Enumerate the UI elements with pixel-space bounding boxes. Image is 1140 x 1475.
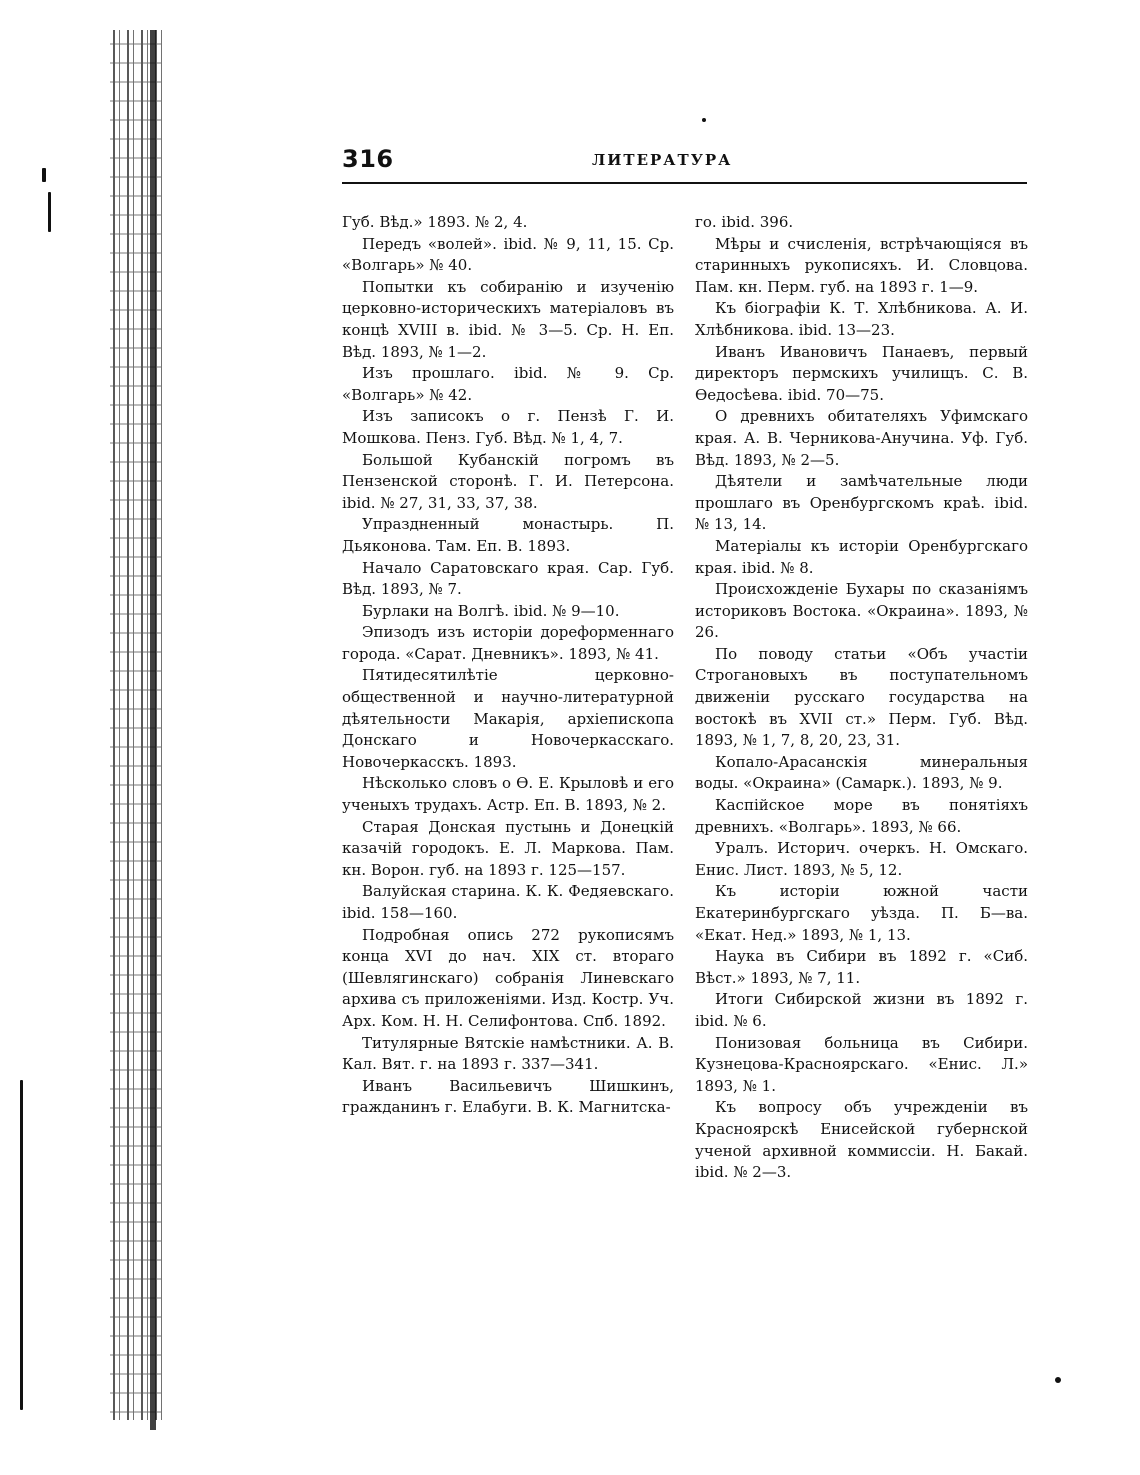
bibliography-entry: Дѣятели и замѣчательные люди прошлаго въ Оренбургскомъ краѣ. ibid. № 13, 14.	[695, 472, 1028, 534]
bibliography-entry: Наука въ Сибири въ 1892 г. «Сиб. Вѣст.» 1893, № 7, 11.	[695, 947, 1028, 987]
bibliography-entry: Упраздненный монастырь. П. Дьяконова. Там. Еп. В. 1893.	[342, 515, 674, 555]
bibliography-entry: Итоги Сибирской жизни въ 1892 г. ibid. № 6.	[695, 990, 1028, 1030]
right-column	[695, 212, 1028, 1184]
bibliography-entry: О древнихъ обитателяхъ Уфимскаго края. А. В. Черникова-Анучина. Уф. Губ. Вѣд. 1893, № 2—5.	[695, 407, 1028, 469]
left-column	[342, 212, 674, 1119]
bibliography-entry: Мѣры и счисленія, встрѣчающіяся въ старинныхъ рукописяхъ. И. Словцова. Пам. кн. Перм. губ. на 1893 г. 1—9.	[695, 234, 1028, 296]
bibliography-entry: Иванъ Васильевичъ Шишкинъ, гражданинъ г. Елабуги. В. К. Магнитска-	[342, 1076, 674, 1117]
bibliography-entry: Попытки къ собиранію и изученію церковно-историческихъ матеріаловъ въ концѣ XVIII в. ibid. № 3—5. Ср. Н. Еп. Вѣд. 1893, № 1—2.	[342, 277, 674, 361]
bibliography-entry: Изъ прошлаго. ibid. № 9. Ср. «Волгарь» № 42.	[342, 364, 674, 404]
bibliography-entry: Къ біографіи К. Т. Хлѣбникова. А. И. Хлѣбникова. ibid. 13—23.	[695, 299, 1028, 339]
bibliography-entry: Подробная опись 272 рукописямъ конца XVI до нач. XIX ст. втораго (Шевлягинскаго) собранія Линевскаго архива съ приложеніями. Изд. Костр. Уч. Арх. Ком. Н. Н. Селифонтова. Спб. 1892.	[342, 925, 674, 1030]
bibliography-entry: го. ibid. 396.	[695, 213, 794, 231]
bibliography-entry: Эпизодъ изъ исторіи дореформеннаго города. «Сарат. Дневникъ». 1893, № 41.	[342, 623, 674, 663]
bibliography-entry: Къ вопросу объ учрежденіи въ Красноярскѣ Енисейской губернской ученой архивной коммиссіи. Н. Бакай. ibid. № 2—3.	[695, 1098, 1028, 1182]
bibliography-entry: Пятидесятилѣтіе церковно-общественной и научно-литературной дѣятельности Макарія, архіепископа Донскаго и Новочеркасскаго. Новочеркасскъ. 1893.	[342, 666, 674, 771]
bibliography-entry: Валуйская старина. К. К. Федяевскаго. ibid. 158—160.	[342, 882, 674, 922]
page-header	[342, 145, 1027, 179]
bibliography-entry: Каспійское море въ понятіяхъ древнихъ. «Волгарь». 1893, № 66.	[695, 796, 1028, 836]
bibliography-entry: Копало-Арасанскія минеральныя воды. «Окраина» (Самарк.). 1893, № 9.	[695, 752, 1028, 793]
bibliography-entry: Иванъ Ивановичъ Панаевъ, первый директоръ пермскихъ училищъ. С. В. Ѳедосѣева. ibid. 70—75.	[695, 342, 1028, 404]
bibliography-entry: Происхожденіе Бухары по сказаніямъ историковъ Востока. «Окраина». 1893, № 26.	[695, 580, 1028, 642]
bibliography-entry: Изъ записокъ о г. Пензѣ Г. И. Мошкова. Пенз. Губ. Вѣд. № 1, 4, 7.	[342, 407, 674, 447]
scan-speck	[42, 168, 46, 182]
scan-speck	[48, 192, 51, 232]
bibliography-entry: Передъ «волей». ibid. № 9, 11, 15. Ср. «Волгарь» № 40.	[342, 234, 674, 275]
bibliography-entry: Старая Донская пустынь и Донецкій казачій городокъ. Е. Л. Маркова. Пам. кн. Ворон. губ. на 1893 г. 125—157.	[342, 817, 674, 879]
bibliography-entry: По поводу статьи «Объ участіи Строгановыхъ въ поступательномъ движеніи русскаго государства на востокѣ въ XVII ст.» Перм. Губ. Вѣд. 1893, № 1, 7, 8, 20, 23, 31.	[695, 644, 1028, 750]
bibliography-entry: Титулярные Вятскіе намѣстники. А. В. Кал. Вят. г. на 1893 г. 337—341.	[342, 1033, 674, 1074]
page-binding-shadow	[150, 30, 156, 1430]
bibliography-entry: Понизовая больница въ Сибири. Кузнецова-Красноярскаго. «Енис. Л.» 1893, № 1.	[695, 1033, 1028, 1095]
scan-speck	[20, 1080, 23, 1410]
running-title: ЛИТЕРАТУРА	[592, 151, 733, 169]
scan-speck	[702, 118, 706, 122]
bibliography-entry: Нѣсколько словъ о Ѳ. Е. Крыловѣ и его ученыхъ трудахъ. Астр. Еп. В. 1893, № 2.	[342, 774, 674, 815]
bibliography-entry: Уралъ. Историч. очеркъ. Н. Омскаго. Енис. Лист. 1893, № 5, 12.	[695, 839, 1028, 879]
bibliography-entry: Матеріалы къ исторіи Оренбургскаго края. ibid. № 8.	[695, 536, 1028, 577]
bibliography-entry: Губ. Вѣд.» 1893. № 2, 4.	[342, 213, 528, 231]
header-rule	[342, 182, 1027, 184]
bibliography-entry: Къ исторіи южной части Екатеринбургскаго уѣзда. П. Б—ва. «Екат. Нед.» 1893, № 1, 13.	[695, 882, 1028, 944]
bibliography-entry: Начало Саратовскаго края. Сар. Губ. Вѣд. 1893, № 7.	[342, 558, 674, 599]
bibliography-entry: Бурлаки на Волгѣ. ibid. № 9—10.	[362, 601, 620, 620]
page-number: 316	[342, 145, 394, 173]
scan-dot	[1055, 1377, 1061, 1383]
bibliography-entry: Большой Кубанскій погромъ въ Пензенской сторонѣ. Г. И. Петерсона. ibid. № 27, 31, 33, 37, 38.	[342, 450, 674, 512]
